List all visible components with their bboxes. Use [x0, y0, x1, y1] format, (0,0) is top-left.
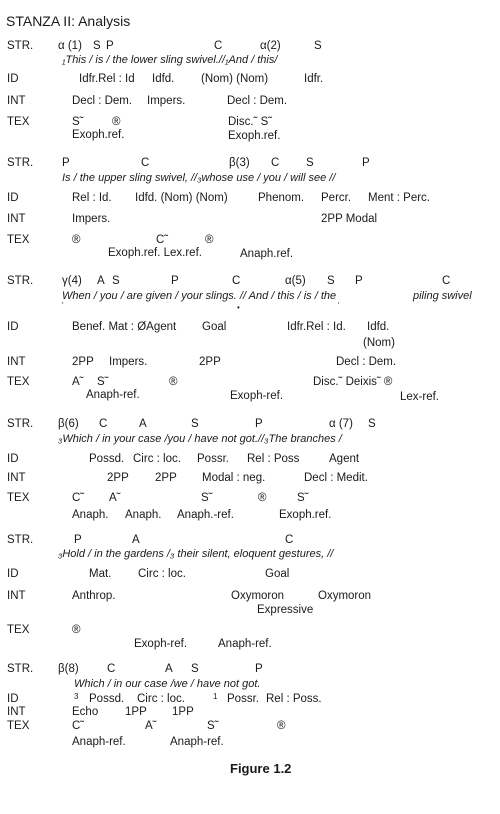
tex-cell: Anaph.-ref.: [177, 509, 234, 521]
str-cell: S: [191, 418, 199, 430]
tex-cell: C˜: [72, 720, 85, 732]
id-cell: (Nom) (Nom): [201, 73, 269, 85]
tex-cell: ®: [258, 492, 267, 504]
int-cell: 1PP: [125, 706, 147, 718]
stanza-text: ₃Which / in your case /you / have not got.//₃The branches /: [58, 433, 342, 445]
str-cell: S: [306, 157, 314, 169]
int-cell: Impers.: [72, 213, 111, 225]
id-cell: Goal: [202, 321, 227, 333]
tex-cell: Anaph-ref.: [170, 736, 224, 748]
mark: ': [62, 301, 64, 310]
str-cell: C: [107, 663, 116, 675]
label-tex: TEX: [7, 376, 30, 388]
label-int: INT: [7, 706, 26, 718]
id-cell: Rel : Poss: [247, 453, 300, 465]
str-cell: C: [214, 40, 223, 52]
stanza-text: Is / the upper sling swivel, //₃whose use / you / will see //: [62, 172, 336, 184]
id-cell: Rel : Id.: [72, 192, 112, 204]
str-cell: γ(4): [62, 275, 82, 287]
stanza-text: Which / in our case /we / have not got.: [74, 678, 261, 690]
stanza-text: ₁This / is / the lower sling swivel.//₁And / this/: [62, 54, 278, 66]
label-id: ID: [7, 73, 19, 85]
id-cell: Possr.: [197, 453, 229, 465]
str-cell: C: [442, 275, 451, 287]
str-cell: S: [368, 418, 376, 430]
tex-cell: ®: [277, 720, 286, 732]
label-tex: TEX: [7, 624, 30, 636]
tex-cell: Exoph.ref. Lex.ref.: [108, 247, 202, 259]
id-cell: Ment : Perc.: [368, 192, 430, 204]
tex-cell: Exoph.ref.: [279, 509, 332, 521]
tex-cell: Exoph-ref.: [230, 390, 284, 402]
tex-cell: S˜: [207, 720, 219, 732]
id-cell: (Nom): [363, 337, 395, 349]
mark: •: [237, 303, 240, 312]
int-cell: Decl : Dem.: [72, 95, 133, 107]
id-cell: Phenom.: [258, 192, 305, 204]
tex-cell: Anaph-ref.: [218, 638, 272, 650]
label-tex: TEX: [7, 116, 30, 128]
int-cell: Expressive: [257, 604, 314, 616]
tex-cell: C˜: [156, 234, 169, 246]
tex-cell: Exoph.ref.: [72, 129, 125, 141]
int-cell: Oxymoron: [231, 590, 285, 602]
label-id: ID: [7, 192, 19, 204]
int-cell: 2PP: [72, 356, 94, 368]
stanza-text: ₃Hold / in the gardens /₃ their silent, eloquent gestures, //: [58, 548, 334, 560]
str-cell: P: [355, 275, 363, 287]
id-cell: Idfr.: [304, 73, 324, 85]
id-cell: Circ : loc.: [138, 568, 186, 580]
str-cell: S: [327, 275, 335, 287]
label-int: INT: [7, 590, 26, 602]
int-cell: 2PP: [107, 472, 129, 484]
str-cell: S: [93, 40, 101, 52]
id-cell: Idfd. (Nom) (Nom): [135, 192, 228, 204]
id-cell: Possr.: [227, 693, 259, 705]
int-cell: Decl : Dem.: [336, 356, 397, 368]
tex-cell: Lex-ref.: [400, 391, 439, 403]
id-cell: Circ : loc.: [133, 453, 181, 465]
str-cell: P: [106, 40, 114, 52]
str-cell: S: [314, 40, 322, 52]
label-id: ID: [7, 321, 19, 333]
int-cell: 2PP Modal: [321, 213, 378, 225]
figure-caption: Figure 1.2: [230, 761, 292, 776]
mark: 3: [74, 692, 79, 701]
tex-cell: Disc.˜ S˜: [228, 116, 273, 128]
label-str: STR.: [7, 157, 34, 169]
str-cell: A: [132, 534, 140, 546]
tex-cell: S˜: [201, 492, 213, 504]
id-cell: Idfr.Rel : Id.: [287, 321, 346, 333]
str-cell: C: [271, 157, 280, 169]
tex-cell: S˜: [97, 376, 109, 388]
tex-cell: Exoph-ref.: [134, 638, 188, 650]
id-cell: Mat.: [89, 568, 112, 580]
tex-cell: ®: [112, 116, 121, 128]
int-cell: Modal : neg.: [202, 472, 266, 484]
tex-cell: ®: [72, 234, 81, 246]
int-cell: 2PP: [199, 356, 221, 368]
stanza-text: When / you / are given / your slings. // And / this / is / the: [62, 290, 337, 302]
int-cell: Decl : Medit.: [304, 472, 368, 484]
int-cell: Oxymoron: [318, 590, 372, 602]
id-cell: Idfd.: [152, 73, 175, 85]
id-cell: Percr.: [321, 192, 352, 204]
tex-cell: ®: [169, 376, 178, 388]
tex-cell: S˜: [72, 116, 84, 128]
int-cell: Impers.: [109, 356, 148, 368]
label-int: INT: [7, 95, 26, 107]
str-cell: P: [255, 418, 263, 430]
mark: 1: [213, 692, 218, 701]
label-int: INT: [7, 213, 26, 225]
tex-cell: Anaph.: [125, 509, 162, 521]
label-str: STR.: [7, 275, 34, 287]
tex-cell: ®: [72, 624, 81, 636]
str-cell: α (7): [329, 418, 353, 430]
str-cell: P: [74, 534, 82, 546]
id-cell: Rel : Poss.: [266, 693, 322, 705]
label-id: ID: [7, 453, 19, 465]
label-str: STR.: [7, 534, 34, 546]
id-cell: Goal: [265, 568, 290, 580]
tex-cell: A˜: [72, 376, 84, 388]
str-cell: A: [97, 275, 105, 287]
str-cell: β(8): [58, 663, 79, 675]
int-cell: Decl : Dem.: [227, 95, 288, 107]
id-cell: Possd.: [89, 693, 125, 705]
id-cell: Circ : loc.: [137, 693, 185, 705]
label-tex: TEX: [7, 492, 30, 504]
str-cell: P: [362, 157, 370, 169]
tex-cell: Anaph.ref.: [240, 248, 294, 260]
stanza-text: piling swivel: [413, 290, 472, 302]
tex-cell: Exoph.ref.: [228, 130, 281, 142]
tex-cell: A˜: [145, 720, 157, 732]
str-cell: β(6): [58, 418, 79, 430]
int-cell: 1PP: [172, 706, 194, 718]
str-cell: C: [141, 157, 150, 169]
str-cell: A: [165, 663, 173, 675]
str-cell: C: [99, 418, 108, 430]
id-cell: Benef. Mat : ØAgent: [72, 321, 177, 333]
str-cell: α (1): [58, 40, 82, 52]
str-cell: A: [139, 418, 147, 430]
str-cell: P: [255, 663, 263, 675]
tex-cell: Anaph.: [72, 509, 109, 521]
int-cell: Anthrop.: [72, 590, 116, 602]
str-cell: C: [285, 534, 294, 546]
tex-cell: Anaph-ref.: [72, 736, 126, 748]
label-str: STR.: [7, 418, 34, 430]
id-cell: Possd.: [89, 453, 125, 465]
tex-cell: C˜: [72, 492, 85, 504]
tex-cell: S˜: [297, 492, 309, 504]
id-cell: Idfr.Rel : Id: [79, 73, 135, 85]
tex-cell: A˜: [109, 492, 121, 504]
label-tex: TEX: [7, 720, 30, 732]
label-str: STR.: [7, 663, 34, 675]
label-id: ID: [7, 568, 19, 580]
tex-cell: Disc.˜ Deixis˜ ®: [313, 376, 393, 388]
str-cell: α(2): [260, 40, 281, 52]
page-title: STANZA II: Analysis: [6, 13, 131, 29]
str-cell: S: [191, 663, 199, 675]
label-id: ID: [7, 693, 19, 705]
int-cell: Impers.: [147, 95, 186, 107]
str-cell: S: [112, 275, 120, 287]
str-cell: C: [232, 275, 241, 287]
tex-cell: ®: [205, 234, 214, 246]
label-int: INT: [7, 356, 26, 368]
str-cell: β(3): [229, 157, 250, 169]
label-int: INT: [7, 472, 26, 484]
label-str: STR.: [7, 40, 34, 52]
str-cell: P: [62, 157, 70, 169]
tex-cell: Anaph-ref.: [86, 389, 140, 401]
str-cell: P: [171, 275, 179, 287]
str-cell: α(5): [285, 275, 306, 287]
int-cell: 2PP: [155, 472, 177, 484]
int-cell: Echo: [72, 706, 99, 718]
id-cell: Agent: [329, 453, 360, 465]
mark: ': [338, 301, 340, 310]
id-cell: Idfd.: [367, 321, 390, 333]
label-tex: TEX: [7, 234, 30, 246]
